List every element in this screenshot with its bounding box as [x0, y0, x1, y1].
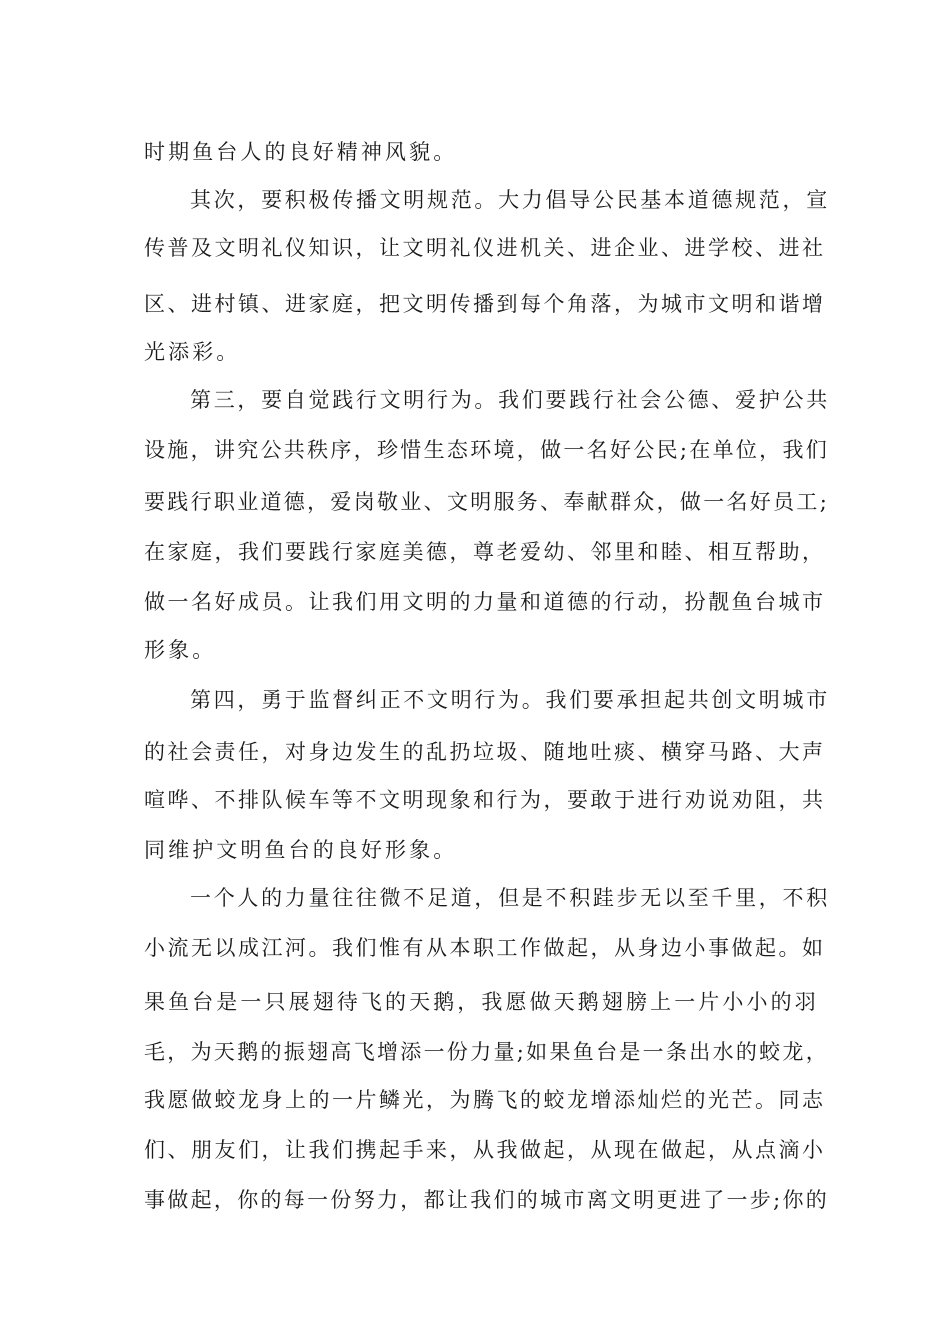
- text-line: 事做起，你的每一份努力，都让我们的城市离文明更进了一步;你的: [144, 1188, 830, 1212]
- text-line: 时期鱼台人的良好精神风貌。: [144, 140, 458, 164]
- text-line: 小流无以成江河。我们惟有从本职工作做起，从身边小事做起。如: [144, 936, 826, 960]
- paragraph-first-line: 一个人的力量往往微不足道，但是不积跬步无以至千里，不积: [190, 886, 830, 910]
- text-line: 形象。: [144, 638, 217, 662]
- text-line: 喧哗、不排队候车等不文明现象和行为，要敢于进行劝说劝阻，共: [144, 788, 826, 812]
- text-line: 们、朋友们，让我们携起手来，从我做起，从现在做起，从点滴小: [144, 1138, 826, 1162]
- paragraph-first-line: 第四，勇于监督纠正不文明行为。我们要承担起共创文明城市: [190, 688, 830, 712]
- text-line: 果鱼台是一只展翅待飞的天鹅，我愿做天鹅翅膀上一片小小的羽: [144, 990, 819, 1014]
- text-line: 传普及文明礼仪知识，让文明礼仪进机关、进企业、进学校、进社: [144, 236, 826, 260]
- text-line: 设施，讲究公共秩序，珍惜生态环境，做一名好公民;在单位，我们: [144, 438, 830, 462]
- paragraph-first-line: 其次，要积极传播文明规范。大力倡导公民基本道德规范，宣: [190, 188, 830, 212]
- text-line: 要践行职业道德，爱岗敬业、文明服务、奉献群众，做一名好员工;: [144, 490, 830, 514]
- text-line: 的社会责任，对身边发生的乱扔垃圾、随地吐痰、横穿马路、大声: [144, 740, 826, 764]
- text-line: 同维护文明鱼台的良好形象。: [144, 838, 458, 862]
- paragraph-first-line: 第三，要自觉践行文明行为。我们要践行社会公德、爱护公共: [190, 388, 830, 412]
- text-line: 做一名好成员。让我们用文明的力量和道德的行动，扮靓鱼台城市: [144, 590, 826, 614]
- text-line: 光添彩。: [144, 340, 241, 364]
- text-line: 我愿做蛟龙身上的一片鳞光，为腾飞的蛟龙增添灿烂的光芒。同志: [144, 1088, 826, 1112]
- text-line: 毛，为天鹅的振翅高飞增添一份力量;如果鱼台是一条出水的蛟龙，: [144, 1040, 830, 1064]
- text-line: 在家庭，我们要践行家庭美德，尊老爱幼、邻里和睦、相互帮助，: [144, 540, 826, 564]
- text-line: 区、进村镇、进家庭，把文明传播到每个角落，为城市文明和谐增: [144, 292, 826, 316]
